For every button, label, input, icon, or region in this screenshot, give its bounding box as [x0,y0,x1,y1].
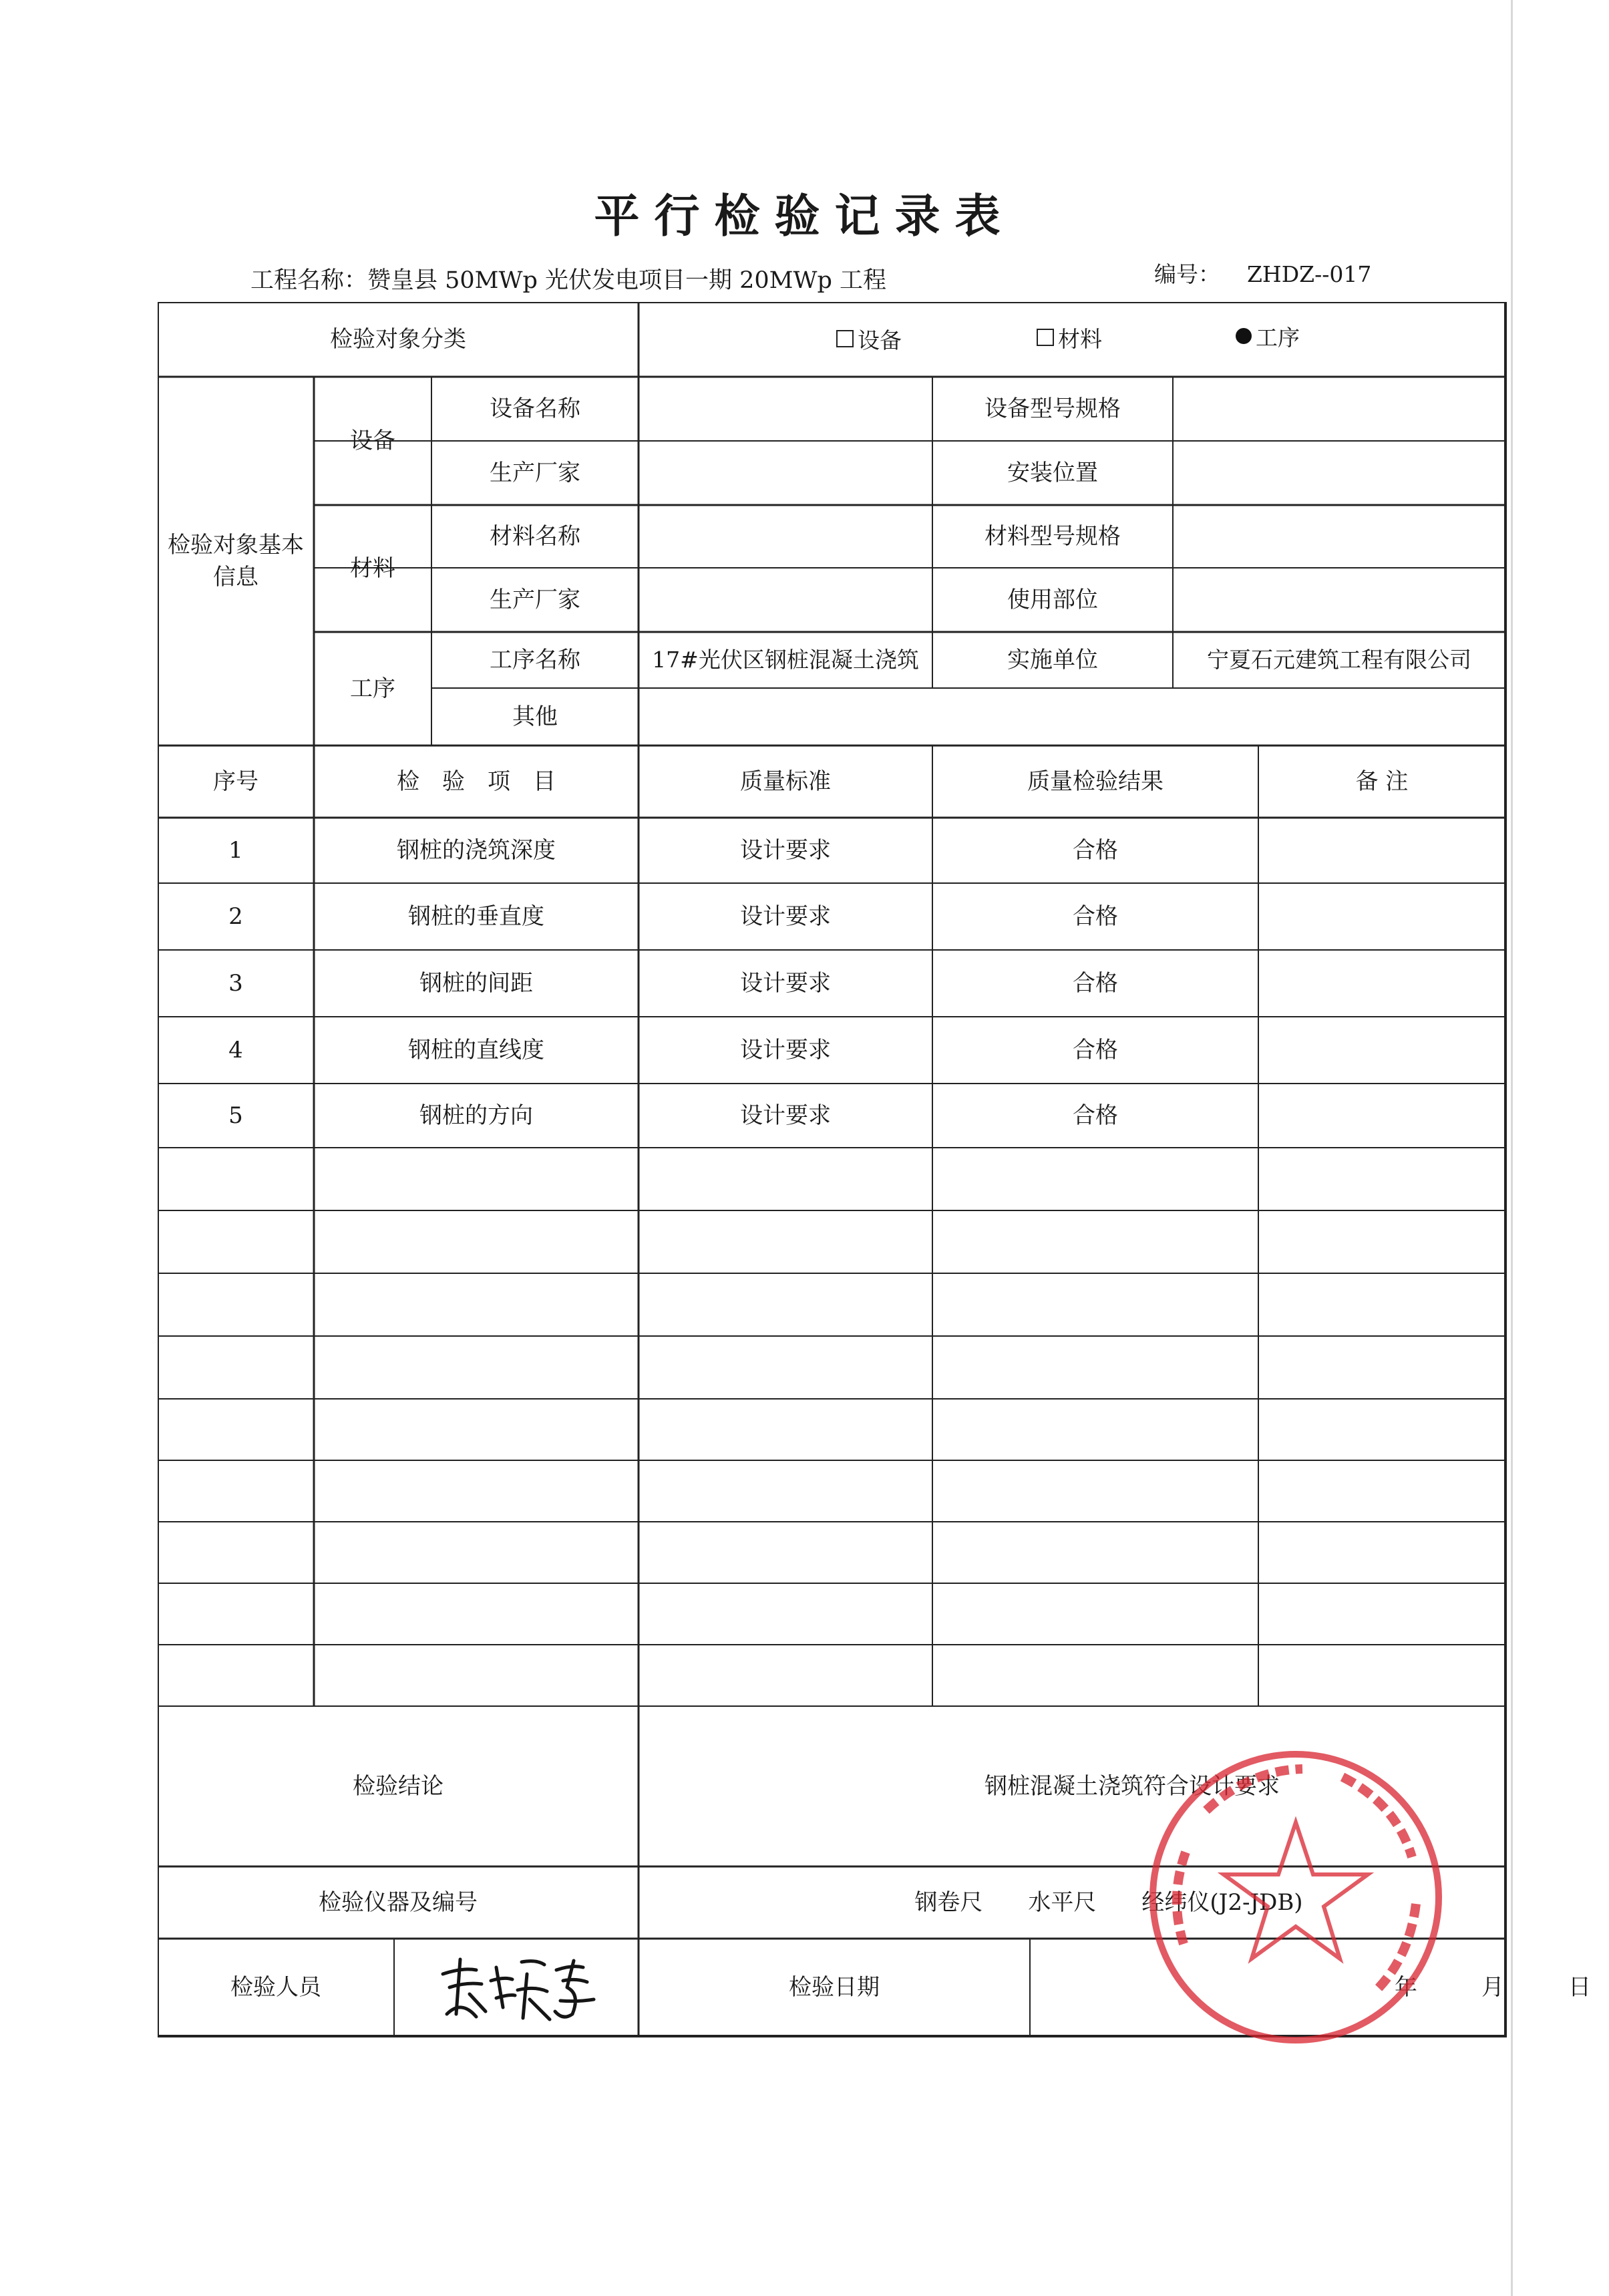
equipment-group-label: 设备 [350,428,395,454]
equipment-maker-label: 生产厂家 [490,460,580,486]
material-name-label: 材料名称 [490,523,580,550]
process-group-label: 工序 [350,675,395,702]
row-3-no: 3 [228,970,243,997]
company-seal [1142,1744,1449,2051]
date-year: 年 [1395,1974,1417,2001]
row-5-result: 合格 [1073,1102,1118,1129]
row-4-no: 4 [228,1037,243,1063]
row-4-result: 合格 [1073,1037,1118,1063]
inspector-signature [394,1939,639,2036]
process-unit-label: 实施单位 [1007,647,1098,673]
category-option-material[interactable]: 材料 [1037,321,1102,354]
project-line [250,262,886,295]
row-5-item: 钢桩的方向 [419,1102,533,1129]
material-maker-label: 生产厂家 [490,587,580,613]
category-option-equipment[interactable]: 设备 [836,322,902,355]
row-2-item: 钢桩的垂直度 [408,903,544,930]
equipment-name-label: 设备名称 [490,395,580,422]
page-title: 平行检验记录表 [594,190,1015,243]
header-result: 质量检验结果 [1027,768,1164,795]
process-other-value [639,688,1505,746]
material-name-value [639,505,932,568]
header-standard: 质量标准 [740,768,831,795]
conclusion-label: 检验结论 [353,1773,443,1800]
date-month: 月 [1481,1974,1504,2001]
row-5-no: 5 [228,1102,243,1129]
process-unit-value: 宁夏石元建筑工程有限公司 [1207,647,1471,673]
code-line [1154,257,1371,289]
category-label: 检验对象分类 [330,326,466,353]
code-label: 编号： [1154,261,1220,287]
row-1-item: 钢桩的浇筑深度 [397,837,556,864]
header-item: 检 验 项 目 [397,768,556,795]
material-use-value [1173,568,1505,632]
code-value: ZHDZ--017 [1247,261,1372,287]
row-2-result: 合格 [1073,903,1118,930]
material-use-label: 使用部位 [1007,587,1098,613]
row-2-standard: 设计要求 [740,903,831,930]
inspector-label: 检验人员 [230,1974,321,2001]
filled-dot-icon [1236,328,1252,344]
inspection-form [158,302,1591,2037]
equipment-name-value [639,377,932,441]
process-name-value: 17#光伏区钢桩混凝土浇筑 [652,647,919,673]
material-model-value [1173,505,1505,568]
row-3-item: 钢桩的间距 [419,970,533,997]
header-no: 序号 [213,768,258,795]
material-maker-value [639,568,932,632]
material-group-label: 材料 [350,555,395,582]
material-model-label: 材料型号规格 [985,523,1121,550]
category-option-process[interactable]: 工序 [1236,319,1300,353]
equipment-location-value [1173,441,1505,505]
row-2-no: 2 [228,903,243,930]
instruments-label: 检验仪器及编号 [319,1889,478,1916]
conclusion-value: 钢桩混凝土浇筑符合设计要求 [985,1773,1280,1800]
project-label: 工程名称： [250,267,368,294]
checkbox-unchecked-icon [1037,329,1054,346]
project-name: 赞皇县 50MWp 光伏发电项目一期 20MWp 工程 [367,267,887,294]
equipment-maker-value [639,441,932,505]
checkbox-unchecked-icon [836,330,854,347]
row-3-standard: 设计要求 [740,970,831,997]
handwritten-signature [429,1947,603,2027]
equipment-model-value [1173,377,1505,441]
equipment-model-label: 设备型号规格 [985,395,1121,422]
date-label: 检验日期 [789,1974,880,2001]
process-name-label: 工序名称 [490,647,580,673]
header-remark: 备 注 [1355,768,1409,795]
row-4-item: 钢桩的直线度 [408,1037,544,1063]
basic-info-label: 检验对象基本信息 [168,532,304,591]
row-1-standard: 设计要求 [740,837,831,864]
equipment-location-label: 安装位置 [1007,460,1098,486]
row-3-result: 合格 [1073,970,1118,997]
row-4-standard: 设计要求 [740,1037,831,1063]
process-other-label: 其他 [512,703,558,730]
date-day: 日 [1568,1974,1591,2001]
row-1-no: 1 [228,837,243,864]
instruments-value: 钢卷尺 水平尺 经纬仪(J2-JDB) [914,1889,1303,1916]
row-1-result: 合格 [1073,837,1118,864]
page-edge-line [1511,0,1513,2296]
row-5-standard: 设计要求 [740,1102,831,1129]
